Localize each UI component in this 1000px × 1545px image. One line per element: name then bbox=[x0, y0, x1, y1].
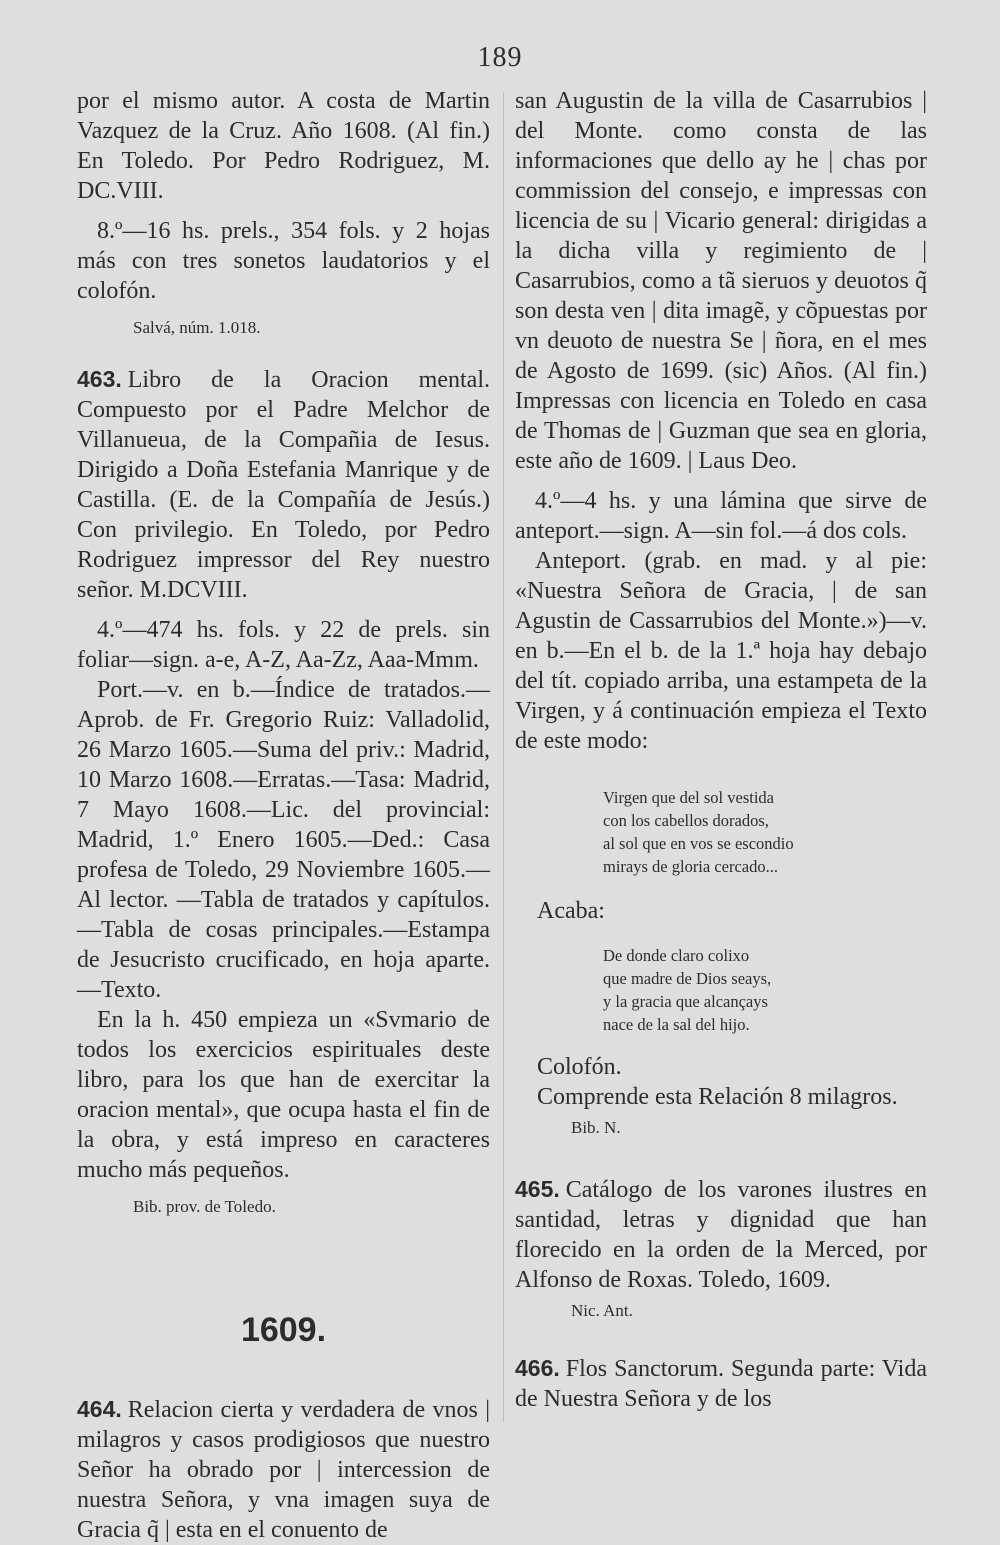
verse-incipit bbox=[515, 786, 927, 878]
acaba-label: Acaba: bbox=[537, 898, 605, 924]
entry-number: 463. bbox=[77, 366, 122, 392]
verse-line: mirays de gloria cercado... bbox=[603, 857, 779, 876]
entry-number: 464. bbox=[77, 1396, 122, 1422]
description-note: Anteport. (grab. en mad. y al pie: «Nuestra Señora de Gracia, | de san Agustin de Cassarrubios del Monte.»)—v. en b.—En el b. de la 1.ª hoja hay debajo del tít. copiado arriba, una estampeta de la Virgen, y á continuación empieza el Texto de este modo: bbox=[515, 548, 927, 754]
entry-continuation: por el mismo autor. A costa de Martin Vazquez de la Cruz. Año 1608. (Al fin.) En Toledo. Por Pedro Rodriguez, M. DC.VIII. bbox=[77, 88, 490, 204]
entry-463 bbox=[77, 364, 490, 605]
column-divider bbox=[503, 92, 504, 1422]
verse-line: al sol que en vos se escondio bbox=[603, 834, 794, 853]
entry-title: Relacion cierta y verdadera de vnos | milagros y casos prodigiosos que nuestro Señor ha obrado por | intercession de nuestra Señora, y vna imagen suya de Gracia q̃ | esta en el conuento de bbox=[77, 1397, 490, 1543]
verse-line: De donde claro colixo bbox=[603, 946, 750, 965]
entry-title: Flos Sanctorum. Segunda parte: Vida de Nuestra Señora y de los bbox=[515, 1356, 927, 1412]
verse-line: y la gracia que alcançays bbox=[603, 992, 768, 1011]
verse-line: Virgen que del sol vestida bbox=[603, 788, 775, 807]
right-column bbox=[515, 86, 927, 1414]
entry-title: Libro de la Oracion mental. Compuesto por el Padre Melchor de Villanueua, de la Compañia de Iesus. Dirigido a Doña Estefania Manrique y de Castilla. (E. de la Compañía de Jesús.) Con privilegio. En Toledo, por Pedro Rodriguez impressor del Rey nuestro señor. M.DCVIII. bbox=[77, 367, 490, 603]
citation: Nic. Ant. bbox=[571, 1301, 633, 1320]
citation: Salvá, núm. 1.018. bbox=[133, 318, 261, 337]
citation: Bib. N. bbox=[571, 1118, 621, 1137]
description-note: Port.—v. en b.—Índice de tratados.—Aprob. de Fr. Gregorio Ruiz: Valladolid, 26 Marzo 1605.—Suma del priv.: Madrid, 10 Marzo 1608.—Erratas.—Tasa: Madrid, 7 Mayo 1608.—Lic. del provincial: Madrid, 1.º Enero 1605.—Ded.: Casa profesa de Toledo, 29 Noviembre 1605.—Al lector. —Tabla de tratados y capítulos.—Tabla de cosas principales.—Estampa de Jesucristo crucificado, en hoja aparte.—Texto. bbox=[77, 677, 490, 1003]
entry-466 bbox=[515, 1353, 927, 1414]
entry-465 bbox=[515, 1174, 927, 1295]
collation-note: 4.º—4 hs. y una lámina que sirve de anteport.—sign. A—sin fol.—á dos cols. bbox=[515, 488, 927, 544]
entry-continuation: san Augustin de la villa de Casarrubios | del Monte. como consta de las informaciones que dello ay he | chas por commission del consejo, e impressas con licencia de su | Vicario general: dirigidas a la dicha villa y regimiento de | Casarrubios, como a tã sieruos y deuotos q̃ son desta ven | dita imagẽ, y cõpuestas por vn deuoto de nuestra Se | ñora, en el mes de Agosto de 1699. (sic) Años. (Al fin.) Impressas con licencia en Toledo en casa de Thomas de | Guzman que sea en gloria, este año de 1609. | Laus Deo. bbox=[515, 88, 927, 474]
citation: Bib. prov. de Toledo. bbox=[133, 1197, 276, 1216]
verse-line: con los cabellos dorados, bbox=[603, 811, 769, 830]
page-number: 189 bbox=[477, 42, 523, 73]
entry-title: Catálogo de los varones ilustres en santidad, letras y dignidad que han florecido en la orden de la Merced, por Alfonso de Roxas. Toledo, 1609. bbox=[515, 1177, 927, 1293]
year-heading: 1609. bbox=[240, 1311, 327, 1349]
entry-464 bbox=[77, 1394, 490, 1545]
entry-number: 466. bbox=[515, 1355, 560, 1381]
miracle-count-note: Comprende esta Relación 8 milagros. bbox=[537, 1084, 898, 1110]
left-column bbox=[77, 86, 490, 1545]
description-note: En la h. 450 empieza un «Svmario de todos los exercicios espirituales deste libro, para los que han de exercitar la oracion mental», que ocupa hasta el fin de la obra, y está impreso en caracteres mucho más pequeños. bbox=[77, 1007, 490, 1183]
entry-number: 465. bbox=[515, 1176, 560, 1202]
verse-line: que madre de Dios seays, bbox=[603, 969, 772, 988]
verse-explicit bbox=[515, 944, 927, 1036]
verse-line: nace de la sal del hijo. bbox=[603, 1015, 750, 1034]
colophon-label: Colofón. bbox=[537, 1054, 622, 1080]
collation-note: 4.º—474 hs. fols. y 22 de prels. sin foliar—sign. a-e, A-Z, Aa-Zz, Aaa-Mmm. bbox=[77, 617, 490, 673]
collation-note: 8.º—16 hs. prels., 354 fols. y 2 hojas más con tres sonetos laudatorios y el colofón. bbox=[77, 218, 490, 304]
